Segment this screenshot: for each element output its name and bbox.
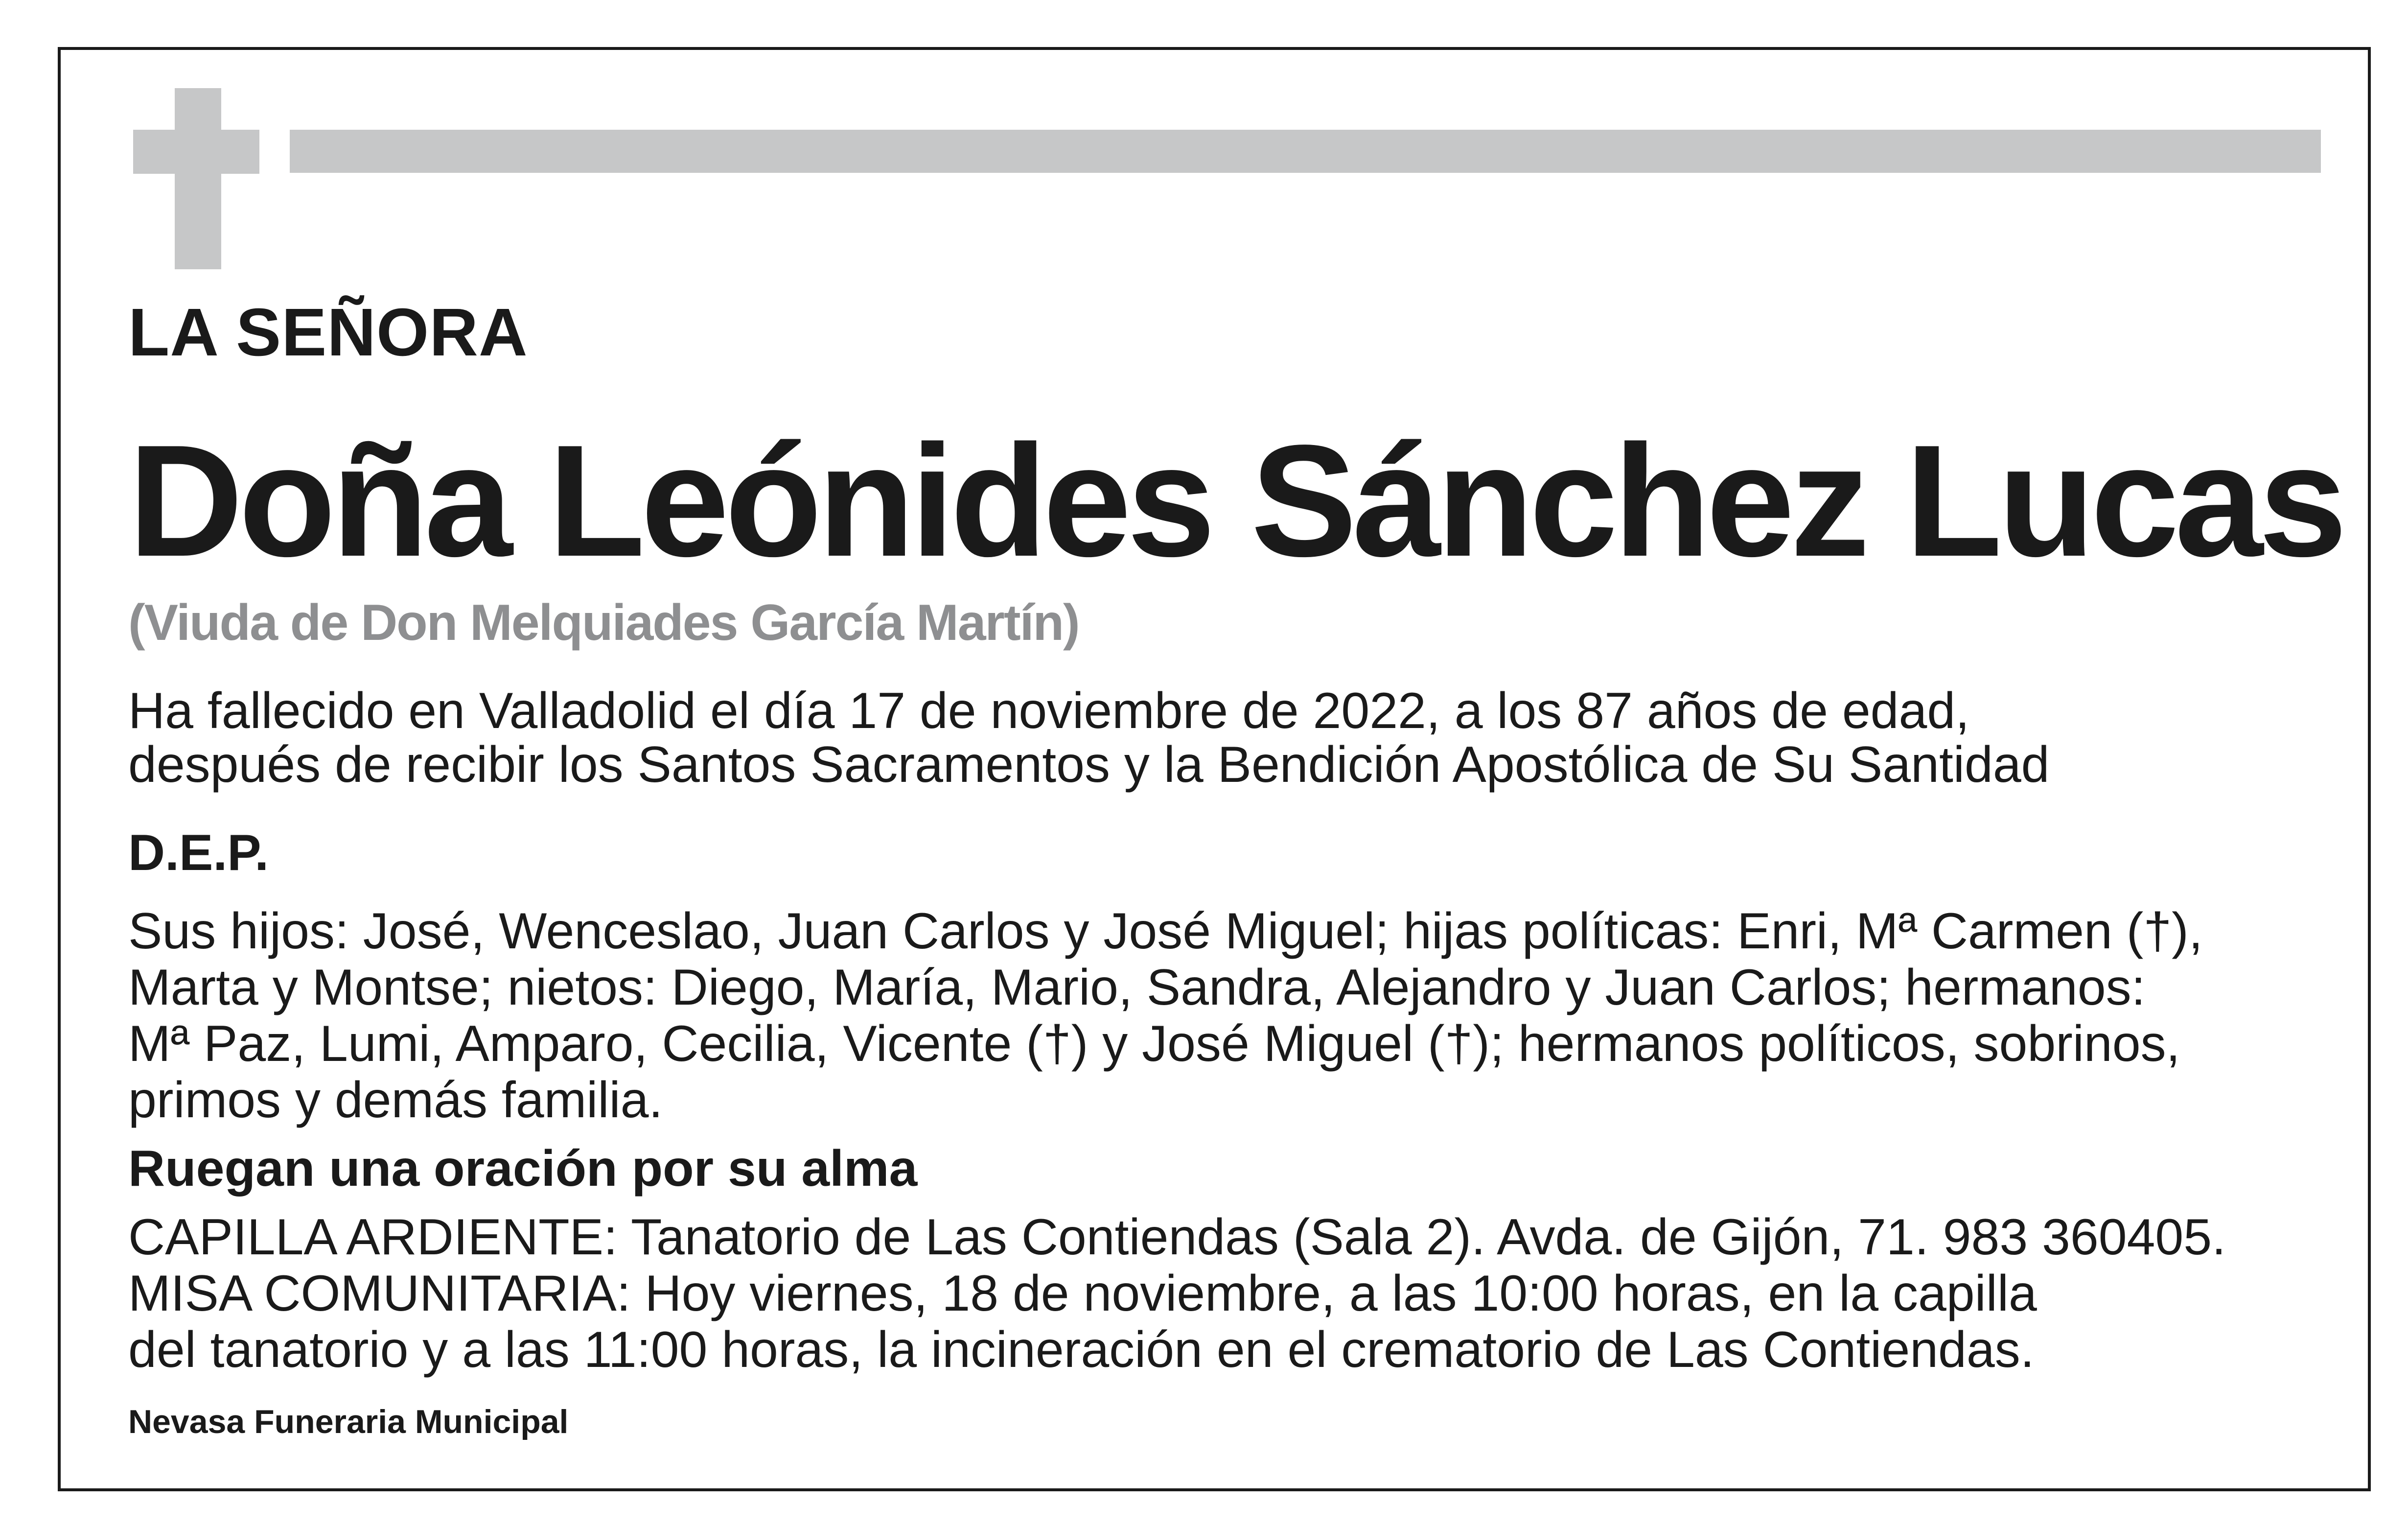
funeral-home: Nevasa Funeraria Municipal [128, 1403, 569, 1440]
widow-of: (Viuda de Don Melquiades García Martín) [128, 594, 1079, 651]
death-line: después de recibir los Santos Sacramentos y la Bendición Apostólica de Su Santidad [128, 736, 2050, 793]
honorific: LA SEÑORA [128, 295, 528, 370]
ceremony-line: MISA COMUNITARIA: Hoy viernes, 18 de noviembre, a las 10:00 horas, en la capilla [128, 1265, 2037, 1322]
ceremony-line: CAPILLA ARDIENTE: Tanatorio de Las Contiendas (Sala 2). Avda. de Gijón, 71. 983 360405. [128, 1209, 2226, 1266]
death-line: Ha fallecido en Valladolid el día 17 de noviembre de 2022, a los 87 años de edad, [128, 682, 1970, 739]
family-line: primos y demás familia. [128, 1072, 663, 1128]
rip-label: D.E.P. [128, 824, 269, 881]
header-rule [290, 130, 2321, 173]
cross-horizontal-bar [133, 130, 259, 174]
cross-vertical-bar [175, 88, 221, 269]
prayer-request: Ruegan una oración por su alma [128, 1140, 918, 1197]
family-line: Sus hijos: José, Wenceslao, Juan Carlos y José Miguel; hijas políticas: Enri, Mª Carmen (†), [128, 903, 2203, 960]
family-line: Marta y Montse; nietos: Diego, María, Mario, Sandra, Alejandro y Juan Carlos; hermanos: [128, 959, 2146, 1016]
ceremony-line: del tanatorio y a las 11:00 horas, la incineración en el crematorio de Las Contiendas. [128, 1321, 2035, 1378]
family-line: Mª Paz, Lumi, Amparo, Cecilia, Vicente (†) y José Miguel (†); hermanos políticos, sobrinos, [128, 1015, 2180, 1072]
deceased-name: Doña Leónides Sánchez Lucas [128, 412, 2343, 589]
